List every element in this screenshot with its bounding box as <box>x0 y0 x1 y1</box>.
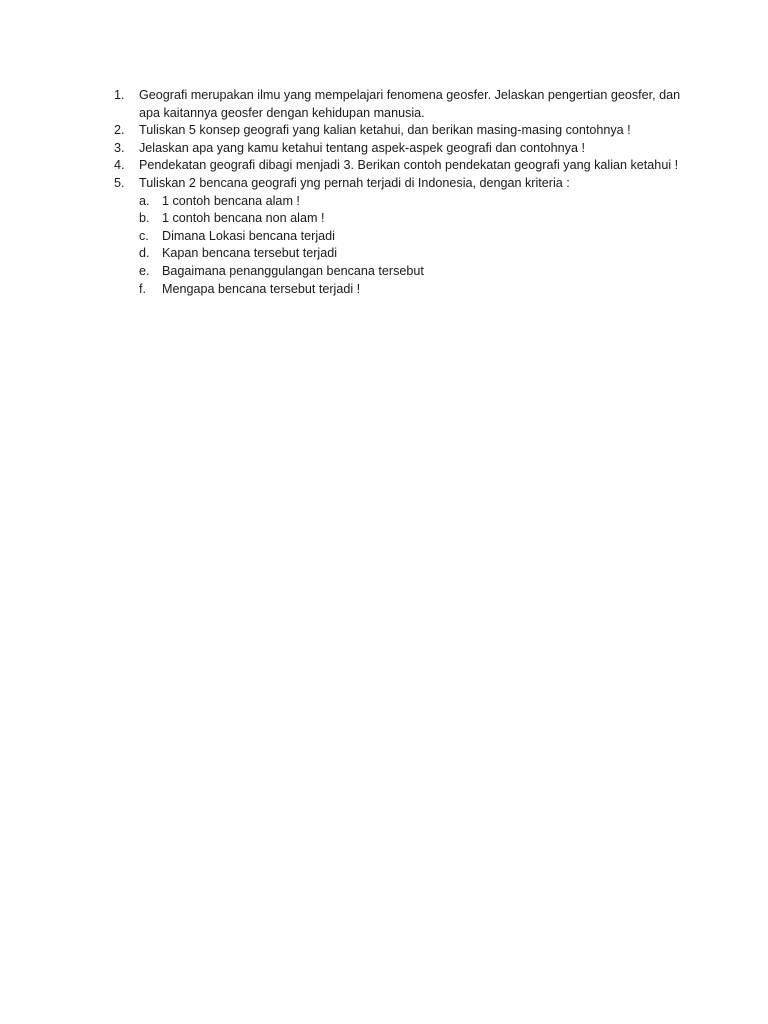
question-text: Geografi merupakan ilmu yang mempelajari fenomena geosfer. Jelaskan pengertian geosfer, dan apa kaitannya geosfer dengan kehidupan manusia. <box>139 88 681 120</box>
criteria-text: 1 contoh bencana non alam ! <box>162 211 325 226</box>
criteria-item <box>139 263 684 281</box>
criteria-item <box>139 228 684 246</box>
question-number: 1. <box>114 88 125 102</box>
criteria-letter: a. <box>139 193 150 208</box>
criteria-item <box>139 281 684 299</box>
criteria-item <box>139 210 684 228</box>
criteria-text: Mengapa bencana tersebut terjadi ! <box>162 281 361 296</box>
question-text: Tuliskan 2 bencana geografi yng pernah terjadi di Indonesia, dengan kriteria : <box>139 175 570 190</box>
criteria-item <box>139 193 684 211</box>
question-number: 4. <box>114 158 125 173</box>
criteria-letter: e. <box>139 263 150 278</box>
question-item <box>114 140 684 158</box>
question-list <box>114 87 684 298</box>
criteria-letter: d. <box>139 246 150 261</box>
question-body <box>139 175 684 298</box>
criteria-text: Kapan bencana tersebut terjadi <box>162 246 338 261</box>
criteria-item <box>139 245 684 263</box>
question-text: Pendekatan geografi dibagi menjadi 3. Berikan contoh pendekatan geografi yang kalian ketahui ! <box>139 158 679 173</box>
question-item <box>114 87 684 122</box>
question-text: Jelaskan apa yang kamu ketahui tentang aspek-aspek geografi dan contohnya ! <box>139 140 585 155</box>
criteria-list <box>139 193 684 299</box>
question-item <box>114 175 684 298</box>
question-number: 5. <box>114 175 125 190</box>
question-text: Tuliskan 5 konsep geografi yang kalian ketahui, dan berikan masing-masing contohnya ! <box>139 123 631 138</box>
criteria-text: 1 contoh bencana alam ! <box>162 193 300 208</box>
criteria-letter: f. <box>139 281 146 296</box>
question-number: 3. <box>114 140 125 155</box>
criteria-text: Dimana Lokasi bencana terjadi <box>162 228 335 243</box>
criteria-letter: b. <box>139 211 150 226</box>
question-number: 2. <box>114 123 125 138</box>
criteria-letter: c. <box>139 228 149 243</box>
question-item <box>114 122 684 140</box>
criteria-text: Bagaimana penanggulangan bencana tersebut <box>162 263 424 278</box>
question-item <box>114 157 684 175</box>
